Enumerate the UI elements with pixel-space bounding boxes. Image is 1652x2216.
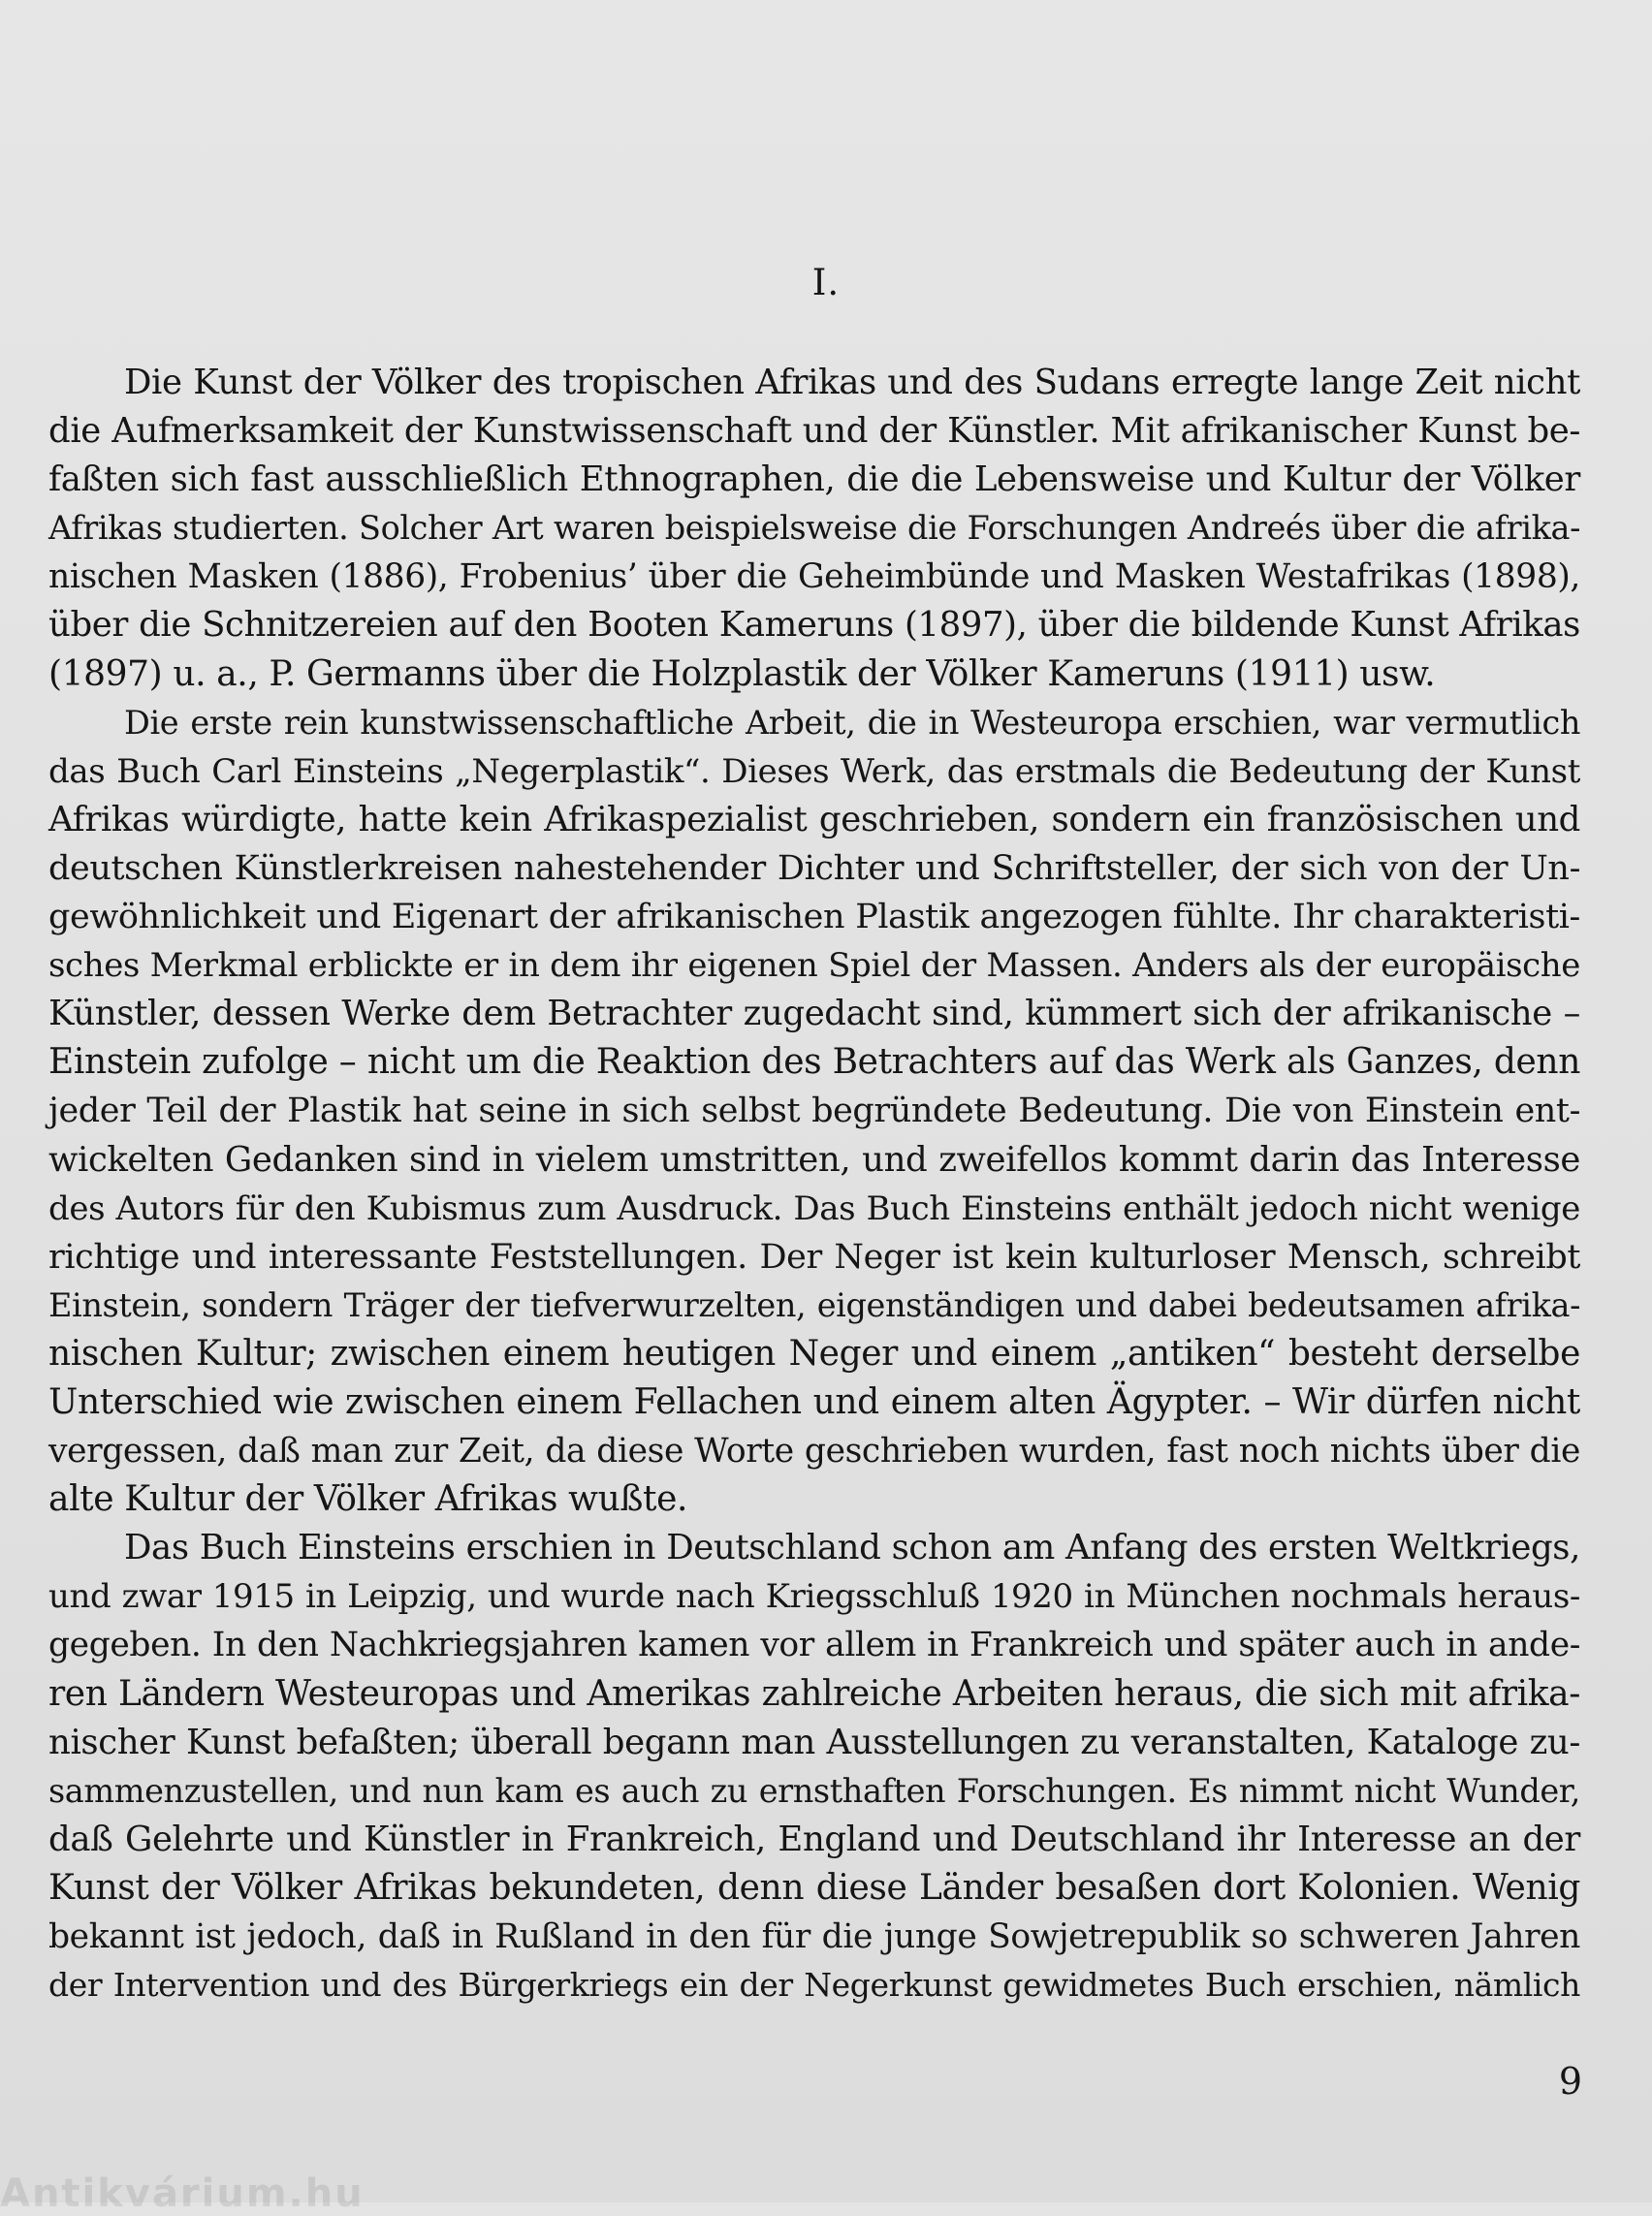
text-line: und zwar 1915 in Leipzig, und wurde nach Kriegsschluß 1920 in München nochmals heraus- xyxy=(48,1577,1580,1617)
text-line: die Aufmerksamkeit der Kunstwissenschaft und der Künstler. Mit afrikanischer Kunst be- xyxy=(48,411,1580,452)
text-line: sches Merkmal erblickte er in dem ihr eigenen Spiel der Massen. Anders als der europäische xyxy=(48,946,1580,986)
text-line: Die erste rein kunstwissenschaftliche Arbeit, die in Westeuropa erschien, war vermutlich xyxy=(124,703,1580,742)
text-line: Afrikas würdigte, hatte kein Afrikaspezialist geschrieben, sondern ein französischen und xyxy=(48,799,1580,839)
text-line: des Autors für den Kubismus zum Ausdruck. Das Buch Einsteins enthält jedoch nicht wenige xyxy=(48,1188,1580,1228)
text-line: (1897) u. a., P. Germanns über die Holzplastik der Völker Kameruns (1911) usw. xyxy=(48,653,1436,694)
text-line: ren Ländern Westeuropas und Amerikas zahlreiche Arbeiten heraus, die sich mit afrika- xyxy=(48,1673,1580,1714)
text-line: Afrikas studierten. Solcher Art waren beispielsweise die Forschungen Andreés über die afrika- xyxy=(48,509,1580,548)
text-line: jeder Teil der Plastik hat seine in sich selbst begründete Bedeutung. Die von Einstein ent- xyxy=(48,1092,1580,1131)
text-line: nischen Kultur; zwischen einem heutigen Neger und einem „antiken“ besteht derselbe xyxy=(48,1333,1580,1374)
text-line: deutschen Künstlerkreisen nahestehender Dichter und Schriftsteller, der sich von der Un- xyxy=(48,848,1580,888)
text-line: Kunst der Völker Afrikas bekundeten, denn diese Länder besaßen dort Kolonien. Wenig xyxy=(48,1867,1580,1908)
text-line: vergessen, daß man zur Zeit, da diese Worte geschrieben wurden, fast noch nichts über die xyxy=(48,1432,1580,1472)
text-line: wickelten Gedanken sind in vielem umstritten, und zweifellos kommt darin das Interesse xyxy=(48,1139,1580,1180)
text-line: daß Gelehrte und Künstler in Frankreich, England und Deutschland ihr Interesse an der xyxy=(48,1819,1580,1859)
paragraph xyxy=(48,699,1580,1525)
text-line: gewöhnlichkeit und Eigenart der afrikanischen Plastik angezogen fühlte. Ihr charakteristi- xyxy=(48,898,1580,937)
text-line: sammenzustellen, und nun kam es auch zu ernsthaften Forschungen. Es nimmt nicht Wunder, xyxy=(48,1771,1580,1810)
text-line: nischer Kunst befaßten; überall begann man Ausstellungen zu veranstalten, Kataloge zu- xyxy=(48,1722,1580,1762)
text-line: das Buch Carl Einsteins „Negerplastik“. Dieses Werk, das erstmals die Bedeutung der Kunst xyxy=(48,751,1580,791)
text-line: bekannt ist jedoch, daß in Rußland in den für die junge Sowjetrepublik so schweren Jahren xyxy=(48,1917,1580,1956)
text-line: nischen Masken (1886), Frobenius’ über die Geheimbünde und Masken Westafrikas (1898), xyxy=(48,557,1580,597)
chapter-heading: I. xyxy=(811,262,841,303)
watermark: Antikvárium.hu xyxy=(0,2171,365,2216)
text-line: alte Kultur der Völker Afrikas wußte. xyxy=(48,1479,688,1520)
text-line: der Intervention und des Bürgerkriegs ein der Negerkunst gewidmetes Buch erschien, nämlich xyxy=(48,1966,1580,2005)
body-text xyxy=(48,359,1580,2010)
page-number: 9 xyxy=(1558,2060,1582,2103)
text-line: Einstein, sondern Träger der tiefverwurzelten, eigenständigen und dabei bedeutsamen afrika- xyxy=(48,1285,1580,1324)
text-line: Die Kunst der Völker des tropischen Afrikas und des Sudans erregte lange Zeit nicht xyxy=(124,363,1580,402)
text-line: richtige und interessante Feststellungen. Der Neger ist kein kulturloser Mensch, schreibt xyxy=(48,1237,1580,1277)
text-line: Künstler, dessen Werke dem Betrachter zugedacht sind, kümmert sich der afrikanische – xyxy=(48,994,1580,1034)
text-line: faßten sich fast ausschließlich Ethnographen, die die Lebensweise und Kultur der Völker xyxy=(48,459,1580,500)
text-line: Unterschied wie zwischen einem Fellachen und einem alten Ägypter. – Wir dürfen nicht xyxy=(48,1381,1580,1422)
text-line: Einstein zufolge – nicht um die Reaktion des Betrachters auf das Werk als Ganzes, denn xyxy=(48,1042,1580,1083)
paragraph xyxy=(48,359,1580,699)
text-line: über die Schnitzereien auf den Booten Kameruns (1897), über die bildende Kunst Afrikas xyxy=(48,605,1580,646)
text-line: Das Buch Einsteins erschien in Deutschland schon am Anfang des ersten Weltkriegs, xyxy=(124,1528,1580,1568)
paragraph xyxy=(48,1524,1580,2010)
text-line: gegeben. In den Nachkriegsjahren kamen vor allem in Frankreich und später auch in ande- xyxy=(48,1626,1580,1665)
